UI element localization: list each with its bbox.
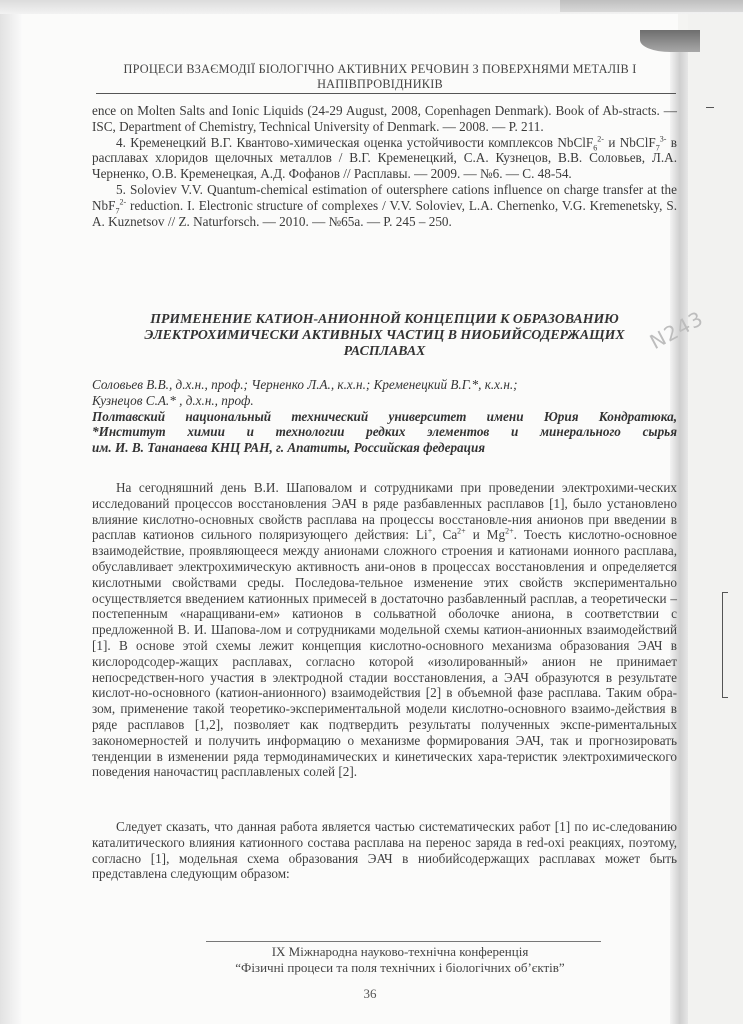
ref4-text: в расплавах хлоридов щелочных металлов / В.Г. Кременецкий, С.А. Кузнецов, В.В. Соловьев, Л.А. Черненко, О.В. Кременецкая, А.Д. Фофанов // Расплавы. — 2009. — №6. — С. 48-54. <box>92 134 677 182</box>
body-paragraph-1 <box>92 480 677 780</box>
page-footer <box>160 944 640 976</box>
authors-block <box>92 377 677 456</box>
running-head-line-1: ПРОЦЕСИ ВЗАЄМОДІЇ БІОЛОГІЧНО АКТИВНИХ РЕЧОВИН З ПОВЕРХНЯМИ МЕТАЛІВ І <box>123 62 637 76</box>
affiliation-2: *Институт химии и технологии редких элементов и минерального сырья <box>92 424 677 440</box>
superscript: 2- <box>597 134 604 144</box>
subscript: 7 <box>115 206 120 216</box>
superscript: 2+ <box>505 527 514 536</box>
page-fold-corner <box>640 30 700 52</box>
subscript: 6 <box>593 143 598 153</box>
authors-line-1: Соловьев В.В., д.х.н., проф.; Черненко Л.А., к.х.н.; Кременецкий В.Г.*, к.х.н.; <box>92 377 518 392</box>
body-paragraph-2 <box>92 819 677 882</box>
margin-bracket-top <box>722 592 728 593</box>
title-line: РАСПЛАВАХ <box>343 343 426 358</box>
paragraph: Следует сказать, что данная работа является частью систематических работ [1] по ис-следованию каталитического влияния катионного состава расплава на перенос заряда в red-oxi реакциях, поэтому, согласно [1], модельная схема образования ЭАЧ в ниобийсодержащих расплавах может быть представлена следующим образом: <box>92 819 677 882</box>
paragraph-text: , Ca <box>432 527 458 543</box>
scan-edge-shadow <box>560 0 743 12</box>
superscript: 2- <box>119 197 127 207</box>
ref5-text: 5. Soloviev V.V. Quantum-chemical estimation of outersphere cations influence on charge transfer at the NbF <box>92 181 677 213</box>
footer-line-1: IX Міжнародна науково-технічна конференція <box>271 944 529 959</box>
running-head <box>80 62 680 92</box>
footer-line-2: “Фізичні процеси та поля технічних і біологічних об’єктів” <box>235 960 565 975</box>
authors-line-2: Кузнецов С.А.* , д.х.н., проф. <box>92 392 254 408</box>
reference-4 <box>92 135 677 182</box>
affiliation-3: им. И. В. Тананаева КНЦ РАН, г. Апатиты, Российская федерация <box>92 440 486 456</box>
margin-tick <box>706 107 714 108</box>
article-title <box>92 311 677 359</box>
superscript: 3- <box>659 134 667 144</box>
paragraph <box>92 480 677 780</box>
handwritten-note: N243 <box>645 305 708 355</box>
footer-rule <box>206 941 601 942</box>
paragraph-text: и Mg <box>465 527 506 543</box>
underlying-page <box>688 14 743 1024</box>
margin-bracket <box>722 592 723 698</box>
running-head-line-2: НАПІВПРОВІДНИКІВ <box>317 77 443 91</box>
affiliation-1: Полтавский национальный технический университет имени Юрия Кондратюка, <box>92 408 677 424</box>
reference-3-continuation: ence on Molten Salts and Ionic Liquids (24-29 August, 2008, Copenhagen Denmark). Book of Ab-stracts. — ISC, Department of Chemistry, Technical University of Denmark. — 2008. — P. 211. <box>92 103 677 134</box>
header-rule <box>96 93 676 94</box>
superscript: 2+ <box>457 527 466 536</box>
title-line: ЭЛЕКТРОХИМИЧЕСКИ АКТИВНЫХ ЧАСТИЦ В НИОБИЙСОДЕРЖАЩИХ <box>144 327 625 342</box>
ref4-text: 4. Кременецкий В.Г. Квантово-химическая оценка устойчивости комплексов NbClF <box>116 134 594 150</box>
ref4-text: и NbClF <box>603 134 656 150</box>
page-number: 36 <box>363 986 377 1001</box>
references-list <box>92 103 677 229</box>
title-line: ПРИМЕНЕНИЕ КАТИОН-АНИОННОЙ КОНЦЕПЦИИ К ОБРАЗОВАНИЮ <box>150 311 619 326</box>
ref5-text: reduction. I. Electronic structure of complexes / V.V. Soloviev, L.A. Chernenko, V.G. Kremenetsky, S. A. Kuznetsov // Z. Naturforsch. — 2010. — №65a. — P. 245 – 250. <box>92 197 677 229</box>
superscript: + <box>427 527 433 536</box>
paragraph-text: На сегодняшний день В.И. Шаповалом и сотрудниками при проведении электрохими-ческих исследований процессов восстановления ЭАЧ в ряде разбавленных расплавов [1], было установлено влияние кислотно-основных свойств расплава на процессы восстановле-ния анионов при введении в расплав катионов сильного поляризующего действия: Li <box>92 480 677 543</box>
reference-5 <box>92 182 677 229</box>
margin-bracket-bottom <box>722 697 728 698</box>
paragraph-text: . Тоесть кислотно-основное взаимодействие, проявляющееся между анионами сложного строения и катионами ионного расплава, обуславливает электрохимическую активность ани-онов в процессах восстановления и определяется кислотными свойствами среды. Последова-тельное изменение этих свойств экспериментально осуществляется введением катионных примесей в достаточно разбавленный расплав, а теоретически – постепенным «наращивани-ем» катионов в сольватной оболочке аниона, в соответствии с предложенной В. И. Шапова-лом и сотрудниками модельной схемы катион-анионных взаимодействий [1]. В основе этой схемы лежит концепция кислотно-основного механизма образования ЭАЧ в кислородсодер-жащих расплавах, согласно которой «изолированный» анион не принимает непосредствен-ного участия в электродной стадии восстановления, а ЭАЧ образуются в результате кислот-но-основного (катион-анионного) взаимодействия [2] в объемной фазе расплава. Таким обра-зом, применение такой теоретико-экспериментальной модели кислотно-основного взаимо-действия в ряде расплавов [1,2], позволяет как подтвердить результаты полученных экспе-риментальных закономерностей и получить информацию о механизме формирования ЭАЧ, так и прогнозировать тенденции в изменении ряда термодинамических и кинетических хара-теристик электрохимического поведения наночастиц расплавленых солей [2]. <box>92 527 677 780</box>
page-left-shadow <box>0 14 22 1024</box>
subscript: 7 <box>655 143 660 153</box>
